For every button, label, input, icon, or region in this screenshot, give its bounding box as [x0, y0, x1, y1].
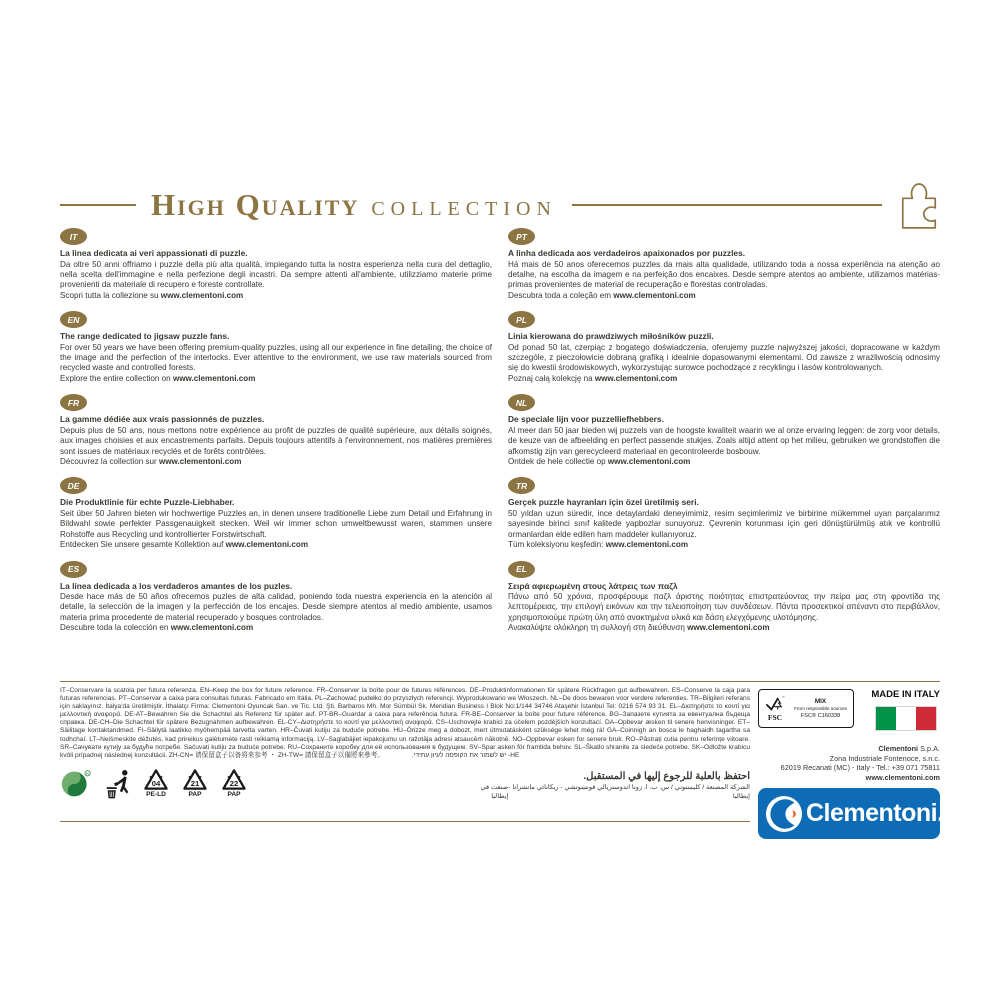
title-high-quality: High Quality [151, 187, 360, 222]
lang-cta [508, 457, 940, 467]
recycle-triangle-icon [221, 768, 247, 791]
recycle-material-label: PAP [227, 790, 241, 798]
fine-print-hebrew: HE- יש לשמור את הקופסה לעיון עתידי. [411, 751, 520, 759]
website-url: www.clementoni.com [225, 540, 309, 550]
lang-cta [508, 540, 940, 550]
lang-cta [508, 374, 940, 384]
lang-block-el [508, 561, 940, 634]
lang-body: Da oltre 50 anni offriamo i puzzle della più alta qualità, impiegando tutta la nostra esperienza nella cura del dettaglio, nella scelta dell'immagine e nella perfezione degli incastri. Da sempre attenti all'ambiente, utilizziamo materie prime provenienti da materiale di recupero e foreste controllate. [60, 259, 492, 290]
language-badge-de: DE [60, 477, 87, 494]
address-line-1: Zona Industriale Fontenoce, s.n.c. [829, 753, 940, 763]
cta-text: Découvrez la collection sur [60, 456, 157, 466]
cta-text: Scopri tutta la collezione su [60, 290, 159, 300]
lang-headline: La linea dedicata ai veri appassionati di puzzle. [60, 248, 248, 258]
company-name: Clementoni [878, 744, 919, 753]
lang-headline: Linia kierowana do prawdziwych miłośników puzzli. [508, 331, 714, 342]
website-url: www.clementoni.com [605, 540, 689, 550]
lang-body: Seit über 50 Jahren bieten wir hochwertige Puzzles an, in denen unsere traditionelle Liebe zum Detail und Erfahrung in Bildwahl sowie perfekter Passgenauigkeit stecken. Weil wir immer schon umweltbewusst waren, stammen unsere Rohstoffe aus Recycling und kontrollierter Forstwirtschaft. [60, 508, 492, 539]
made-in-italy-label: MADE IN ITALY [871, 689, 940, 700]
svg-text:21: 21 [190, 779, 200, 789]
lang-body: Πάνω από 50 χρόνια, προσφέρουμε παζλ άριστης ποιότητας επιστρατεύοντας την πείρα μας στη φροντίδα της λεπτομέρειας, την επιλογή εικόνων και την τελειοποίηση των συνδέσεων. Πάντα προσεκτικοί απέναντι στο περιβάλλον, χρησιμοποιούμε πρώτη ύλη από ανακτημένα υλικά και δάση ελεγχόμενης υλοτόμησης. [508, 592, 940, 622]
arabic-manufacturer-line [465, 783, 750, 801]
company-website: www.clementoni.com [865, 772, 940, 782]
lang-block-nl [508, 394, 940, 467]
lang-headline: The range dedicated to jigsaw puzzle fans. [60, 331, 230, 342]
fsc-label [758, 689, 854, 728]
cta-text: Ontdek de hele collectie op [508, 456, 606, 466]
cta-text: Ανακαλύψτε ολόκληρη τη συλλογή στη διεύθυνση [508, 623, 685, 633]
green-dot-icon [60, 768, 92, 800]
lang-body: Al meer dan 50 jaar bieden wij puzzels van de hoogste kwaliteit waarin we al onze ervaring leggen: de zorg voor details, de keuze van de afbeelding en perfect passende stukjes. Zoals altijd attent op het milieu, gebruiken we grondstoffen die afkomstig zijn van gerecycleerd materiaal en gecontroleerde bosbouw. [508, 425, 940, 456]
company-address [758, 744, 940, 782]
website-url: www.clementoni.com [687, 623, 770, 633]
cta-text: Tüm koleksiyonu keşfedin: [508, 540, 604, 550]
cta-text: Entdecken Sie unsere gesamte Kollektion auf [60, 540, 224, 550]
lang-cta [508, 623, 940, 633]
website-url: www.clementoni.com [607, 456, 691, 466]
lang-body: Há mais de 50 anos oferecemos puzzles da mais alta qualidade, utilizando toda a nossa experiência na atenção ao detalhe, na escolha da imagem e na perfeição dos encaixes. Desde sempre atentos ao ambiente, utilizamos matérias-primas provenientes de material de recuperação e florestas controladas. [508, 259, 940, 290]
bottom-section [60, 681, 944, 839]
svg-text:04: 04 [151, 779, 161, 789]
header-rule-right [572, 204, 882, 206]
certifications-column [758, 682, 944, 839]
bottom-gold-rule [60, 821, 750, 823]
language-badge-fr: FR [60, 394, 87, 411]
keep-box-fine-print [60, 687, 750, 760]
clementoni-logo-mark-icon [765, 795, 803, 833]
language-badge-pt: PT [508, 228, 535, 245]
language-badge-pl: PL [508, 311, 535, 328]
lang-body: For over 50 years we have been offering premium-quality puzzles, using all our experience in fine detailing, the choice of the image and the perfection of the interlocks. Ever attentive to the environment, we use raw materials sourced from recycled waste and controlled forests. [60, 342, 492, 373]
bottom-left [60, 682, 750, 839]
recycle-triangle-icon [182, 768, 208, 791]
lang-body: Depuis plus de 50 ans, nous mettons notre expérience au profit de puzzles de qualité supérieure, aux détails soignés, aux images choisies et aux encastrements parfaits. Depuis toujours attentifs à l'environnement, nos matières premières sont issues de matériaux recyclés et de forêts contrôlées. [60, 425, 492, 456]
lang-headline: Σειρά αφιερωμένη στους λάτρεις των παζλ [508, 580, 678, 591]
lang-cta [60, 623, 492, 633]
arabic-keep-box-line: احتفظ بالعلبة للرجوع إليها في المستقبل. [583, 770, 750, 782]
fsc-details [791, 698, 850, 718]
cta-text: Descubra toda a coleção em [508, 290, 612, 300]
fsc-tree-check-icon [765, 695, 785, 713]
fsc-mix-label: MIX [814, 698, 827, 706]
lang-block-pl [508, 311, 940, 384]
made-in-italy [871, 689, 940, 731]
website-url: www.clementoni.com [170, 623, 254, 633]
language-badge-en: EN [60, 311, 87, 328]
recycle-triangle-icon [143, 768, 169, 791]
language-column-left [60, 228, 492, 644]
svg-text:™: ™ [781, 695, 785, 700]
lang-body: Desde hace más de 50 años ofrecemos puzles de alta calidad, poniendo toda nuestra experiencia en la atención al detalle, la selección de la imagen y la perfección de los encajes. Desde siempre atentos al medio ambiente, usamos materia prima procedente de material recuperado y bosques controlados. [60, 592, 492, 622]
svg-text:R: R [86, 770, 90, 776]
lang-cta [60, 291, 492, 301]
lang-headline: Die Produktlinie für echte Puzzle-Liebhaber. [60, 497, 235, 508]
title-collection: COLLECTION [371, 198, 557, 220]
language-columns [60, 228, 940, 644]
website-url: www.clementoni.com [172, 373, 256, 383]
recycle-code-pap-22 [219, 768, 249, 798]
recycling-icons-row [60, 768, 750, 814]
arabic-text-block [465, 770, 750, 801]
header-rule-left [60, 204, 136, 206]
puzzle-piece-icon [898, 180, 940, 230]
certs-row [758, 689, 940, 731]
lang-headline: De speciale lijn voor puzzelliefhebbers. [508, 414, 664, 425]
website-url: www.clementoni.com [613, 290, 696, 300]
fsc-logo [762, 695, 788, 722]
fsc-cert-number: FSC® C160338 [800, 712, 841, 719]
language-badge-nl: NL [508, 394, 535, 411]
language-badge-es: ES [60, 561, 87, 578]
recycle-material-label: PE-LD [146, 790, 166, 798]
lang-cta [60, 457, 492, 467]
lang-body: 50 yıldan uzun süredir, ince detaylardaki deneyimimiz, resim seçimlerimiz ve birbirine mükemmel uyan parçalarımız sayesinde birinci sınıf kalitede yapbozlar sunuyoruz. Çevrenin korunması için geri dönüştürülmüş atık ve kontrollü ormanlardan elde edilen ham maddeler kullanıyoruz. [508, 508, 940, 539]
recycle-code-pe-ld [141, 768, 171, 798]
clementoni-logo [758, 788, 944, 839]
svg-text:22: 22 [229, 779, 239, 789]
lang-headline: A linha dedicada aos verdadeiros apaixonados por puzzles. [508, 248, 746, 258]
collection-title [151, 187, 557, 223]
lang-block-es [60, 561, 492, 634]
lang-block-pt [508, 228, 940, 301]
fsc-wordmark: FSC [767, 713, 783, 722]
lang-cta [60, 374, 492, 384]
address-line-2: 62019 Recanati (MC) - Italy - Tel.: +39 071 75811 [780, 763, 940, 773]
arabic-company-text: الشركة المصنعة / كليمنتوني / س. ب. ا. زونا اندوستريالي فونتينوتشي - ريكاناتي ماتشراتا - إيطاليا [508, 783, 750, 800]
lang-cta [60, 540, 492, 550]
arabic-made-in-italy: صنعت في إيطاليا [480, 783, 509, 800]
language-badge-tr: TR [508, 477, 535, 494]
tidy-man-icon [105, 768, 132, 800]
fine-print-text: IT–Conservare la scatola per futura referenza. EN–Keep the box for future reference. FR–Conserver la boîte pour de futures références. DE–Produktinformationen für spätere Rückfragen gut aufbewahren. ES–Conserve la caja para futuras referencias. PT–Conservar a caixa para consultas futuras. Fabricado em Itália. PL–Zachować pudełko do przyszłych referencji. Wyprodukowano we Włoszech. NL–De doos bewaren voor verdere referenties. TR–Bilgileri referans için saklayınız. İtalya'da üretilmiştir. İthalatçı Firma: Clementoni Oyuncak San. ve Tic. Ltd. Şti. Barbaros Mh. Mor Sümbül Sk. Meridian Business I Blok No:1/144 34746 Ataşehir İstanbul Tel: 0216 574 93 31. EL–Διατηρήστε το κουτί για μελλοντική αναφορά. DE-AT–Bewahren Sie die Schachtel als Referenz für später auf. PT-BR–Guardar a caixa para referência futura. FR-BE–Conserver la boîte pour future référence. BG–Запазете кутията за евентуална бъдеща справка. DE-CH–Die Schachtel für spätere Bezugnahmen aufbewahren. EL-CY–Διατηρήστε το κουτί για μελλοντική αναφορά. CS–Uschovejte krabici za účelem pozdějších konzultací. DA–Opbevar æsken til senere henvisninger. ET–Säilitage kontaktandmed. FI–Säilytä laatikko myöhempää tarvetta varten. HR–Čuvati kutiju za buduće potrebe. HU–Őrizze meg a dobozt, mert útmutatásként szüksége lehet még rá! GA–Coinnigh an bosca le haghaidh tagartha sa todhchaí. LT–Neišmeskite dėžutės, kad prireikus galėtumėte rasti reikiamą informaciją. LV–Saglabājiet iepakojumu un ražotāja adresi atsaucēm nākotnē. NO–Oppbevar esken for senere bruk. RO–Păstrați cutia pentru referințe viitoare. SR–Сачувати кутију за будуће потребе. Sačuvati kutiju za buduće potrebe. RU–Сохраните коробку для её использования в будущем. SV–Spar asken för framtida behov. SL–Škatlo shranite za sledeče potrebe. SK–Odložte krabicu kvôli prípadnej následnej konzultácii. ZH-CN= 请保留盒子以备将来参考 ・ ZH-TW= 請保留盒子以備將來參考。 [60, 687, 750, 759]
lang-headline: La gamme dédiée aux vrais passionnés de puzzles. [60, 414, 265, 425]
lang-headline: Gerçek puzzle hayranları için özel üretilmiş seri. [508, 497, 699, 508]
cta-text: Descubre toda la colección en [60, 623, 169, 633]
recycle-code-pap-21 [180, 768, 210, 798]
website-url: www.clementoni.com [594, 373, 678, 383]
lang-block-tr [508, 477, 940, 550]
header [60, 180, 940, 230]
cta-text: Explore the entire collection on [60, 373, 171, 383]
lang-headline: La línea dedicada a los verdaderos amantes de los puzles. [60, 580, 293, 591]
lang-block-en [60, 311, 492, 384]
company-suffix: S.p.A. [918, 744, 940, 753]
italy-flag-icon [875, 706, 937, 731]
lang-block-it [60, 228, 492, 301]
cta-text: Poznaj całą kolekcję na [508, 373, 593, 383]
lang-body: Od ponad 50 lat, czerpiąc z bogatego doświadczenia, oferujemy puzzle najwyższej jakości, dopracowane w każdym szczególe, z pieczołowicie dobraną grafiką i idealnie dopasowanymi elementami. Od zawsze z wrażliwością odnosimy się do kwestii środowiskowych, wykorzystując surowce pochodzące z recyklingu i lasów kontrolowanych. [508, 342, 940, 373]
lang-block-fr [60, 394, 492, 467]
language-column-right [508, 228, 940, 644]
company-name-line [758, 744, 940, 754]
language-badge-el: EL [508, 561, 535, 578]
lang-block-de [60, 477, 492, 550]
lang-cta [508, 291, 940, 301]
language-badge-it: IT [60, 228, 87, 245]
website-url: www.clementoni.com [160, 290, 244, 300]
website-url: www.clementoni.com [158, 456, 242, 466]
recycle-material-label: PAP [188, 790, 202, 798]
clementoni-wordmark: Clementoni. [806, 799, 944, 828]
fsc-source-text: From responsible sources [794, 706, 847, 712]
